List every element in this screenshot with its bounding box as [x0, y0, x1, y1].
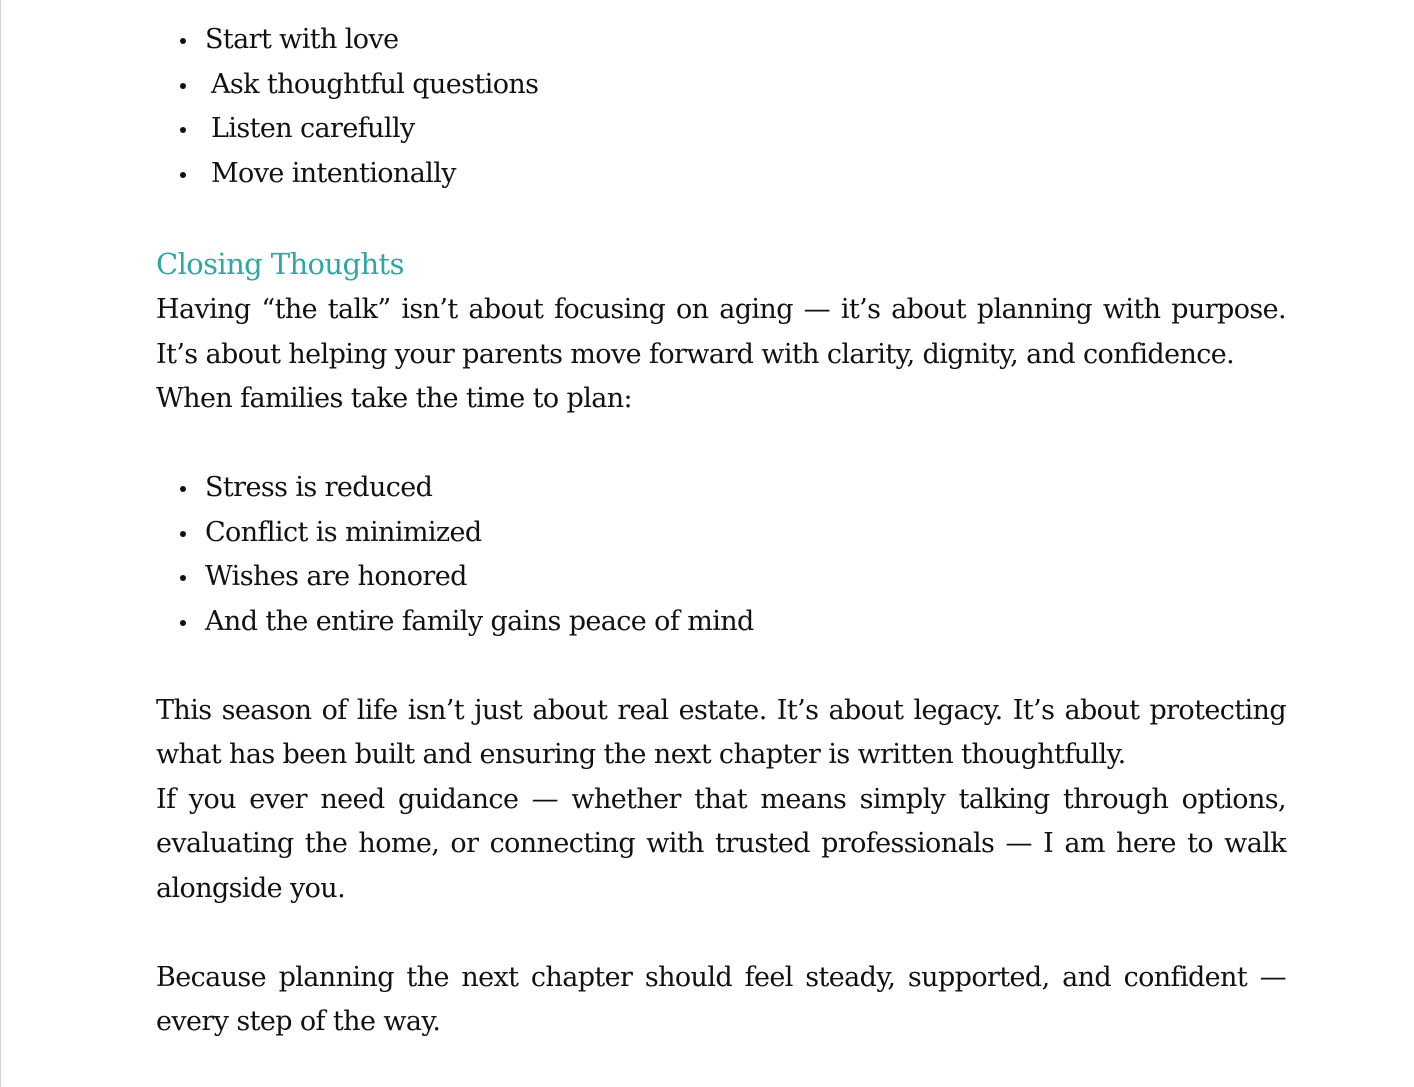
list-item — [205, 600, 1286, 645]
list-item-text: Move intentionally — [211, 157, 456, 189]
paragraph-spacer — [156, 422, 1286, 467]
section-heading: Closing Thoughts — [156, 247, 404, 281]
list-item — [205, 466, 1286, 511]
closing-paragraph-1: Having “the talk” isn’t about focusing on aging — it’s about planning with purpose. It’s about helping your parents move forward with clarity, dignity, and confidence. — [156, 294, 1286, 370]
paragraph-spacer — [156, 644, 1286, 689]
closing-paragraph-2: When families take the time to plan: — [156, 383, 633, 414]
paragraph-spacer — [156, 911, 1286, 956]
list-item — [205, 511, 1286, 556]
list-item-text: Conflict is minimized — [205, 516, 482, 548]
list-item-text: Listen carefully — [211, 113, 415, 144]
list-item-text: Stress is reduced — [205, 472, 433, 503]
page-left-border — [0, 0, 1, 1087]
intro-bullet-list — [156, 18, 1286, 196]
closing-paragraph-3: This season of life isn’t just about real estate. It’s about legacy. It’s about protecting what has been built and ensuring the next chapter is written thoughtfully. — [156, 694, 1286, 770]
list-item-text: Wishes are honored — [205, 561, 467, 592]
list-item-text: And the entire family gains peace of mind — [205, 605, 754, 637]
list-item — [205, 18, 1286, 63]
list-item-text: Start with love — [205, 24, 399, 55]
list-item — [205, 107, 1286, 152]
benefits-bullet-list — [156, 466, 1286, 644]
list-item — [205, 555, 1286, 600]
article-body — [156, 18, 1286, 1045]
closing-paragraph-5: Because planning the next chapter should feel steady, supported, and confident — every step of the way. — [156, 961, 1286, 1037]
closing-paragraph-4: If you ever need guidance — whether that means simply talking through options, evaluating the home, or connecting with trusted professionals — I am here to walk alongside you. — [156, 783, 1286, 904]
list-item — [205, 152, 1286, 197]
list-item — [205, 63, 1286, 108]
list-item-text: Ask thoughtful questions — [211, 68, 539, 100]
